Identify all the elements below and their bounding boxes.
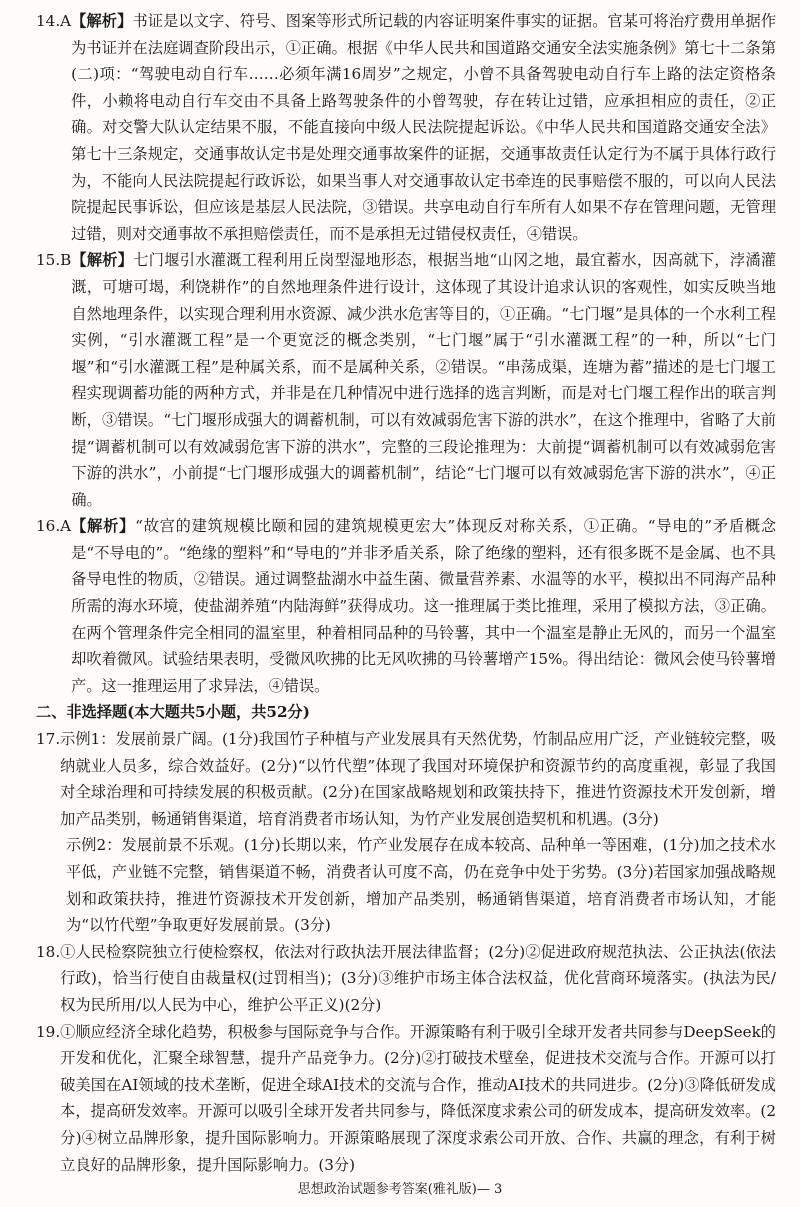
analysis-tag: 【解析】 xyxy=(71,517,136,536)
question-number: 18. xyxy=(36,942,61,961)
answer-15 xyxy=(36,247,776,513)
answer-text: ①人民检察院独立行使检察权，依法对行政执法开展法律监督；(2分)②促进政府规范执法、公正执法(依法行政)，恰当行使自由裁量权(过罚相当)；(3分)③维护市场主体合法权益，优化营商环境落实。(执法为民/权为民所用/以人民为中心，维护公平正义)(2分) xyxy=(60,942,776,1014)
answer-14 xyxy=(36,8,776,247)
answer-19 xyxy=(36,1019,776,1179)
page-footer: 思想政治试题参考答案(雅礼版)— 3 xyxy=(297,1182,503,1197)
answer-text: 七门堰引水灌溉工程利用丘岗型湿地形态，根据当地“山冈之地，最宜蓄水，因高就下，浡潏灌溉，可塘可堨，利饶耕作”的自然地理条件进行设计，这体现了其设计追求认识的客观性，如实反映当地自然地理条件，以实现合理利用水资源、减少洪水危害等目的，①正确。“七门堰”是具体的一个水利工程实例，“引水灌溉工程”是一个更宽泛的概念类别，“七门堰”属于“引水灌溉工程”的一种，所以“七门堰”和“引水灌溉工程”是种属关系，而不是属种关系，②错误。“串荡成渠，连塘为蓄”描述的是七门堰工程实现调蓄功能的两种方式，并非是在几种情况中进行选择的选言判断，而是对七门堰工程作出的联言判断，③错误。“七门堰形成强大的调蓄机制，可以有效减弱危害下游的洪水”，在这个推理中，省略了大前提“调蓄机制可以有效减弱危害下游的洪水”，完整的三段论推理为：大前提“调蓄机制可以有效减弱危害下游的洪水”，小前提“七门堰形成强大的调蓄机制”，结论“七门堰可以有效减弱危害下游的洪水”，④正确。 xyxy=(71,251,777,509)
analysis-tag: 【解析】 xyxy=(71,12,133,30)
answer-18 xyxy=(36,939,776,1019)
answer-text: ①顺应经济全球化趋势，积极参与国际竞争与合作。开源策略有利于吸引全球开发者共同参与DeepSeek的开发和优化，汇聚全球智慧，提升产品竞争力。(2分)②打破技术壁垒，促进技术交流与合作。开源可以打破美国在AI领域的技术垄断，促进全球AI技术的交流与合作，推动AI技术的共同进步。(2分)③降低研发成本，提高研发效率。开源可以吸引全球开发者共同参与，降低深度求索公司的研发成本，提高研发效率。(2分)④树立品牌形象，提升国际影响力。开源策略展现了深度求索公司开放、合作、共赢的理念，有利于树立良好的品牌形象，提升国际影响力。(3分) xyxy=(60,1022,776,1174)
answer-17 xyxy=(36,726,776,832)
example-1-text: 示例1：发展前景广阔。(1分)我国竹子种植与产业发展具有天然优势，竹制品应用广泛，产业链较完整，吸纳就业人员多，综合效益好。(2分)“以竹代塑”体现了我国对环境保护和资源节约的高度重视，彰显了我国对全球治理和可持续发展的积极贡献。(2分)在国家战略规划和政策扶持下，推进竹资源技术开发创新，增加产品类别，畅通销售渠道，培育消费者市场认知，为竹产业发展创造契机和机遇。(3分) xyxy=(60,730,776,828)
answer-16 xyxy=(36,513,776,699)
question-number: 19. xyxy=(36,1022,61,1041)
question-number: 16.A xyxy=(36,517,72,536)
example-2-text: 示例2：发展前景不乐观。(1分)长期以来，竹产业发展存在成本较高、品种单一等困难，(1分)加之技术水平低，产业链不完整，销售渠道不畅，消费者认可度不高，仍在竞争中处于劣势。(3分)若国家加强战略规划和政策扶持，推进竹资源技术开发创新，增加产品类别，畅通销售渠道，培育消费者市场认知，才能为“以竹代塑”争取更好发展前景。(3分) xyxy=(66,836,776,935)
question-number: 15.B xyxy=(36,251,72,270)
section-heading: 二、非选择题(本大题共5小题，共52分) xyxy=(36,703,310,722)
answer-text: “故宫的建筑规模比颐和园的建筑规模更宏大”体现反对称关系，①正确。“导电的”矛盾概念是“不导电的”。“绝缘的塑料”和“导电的”并非矛盾关系，除了绝缘的塑料，还有很多既不是金属、也不具备导电性的物质，②错误。通过调整盐湖水中益生菌、微量营养素、水温等的水平，模拟出不同海产品种所需的海水环境，使盐湖养殖“内陆海鲜”获得成功。这一推理属于类比推理，采用了模拟方法，③正确。在两个管理条件完全相同的温室里，种着相同品种的马铃薯，其中一个温室是静止无风的，而另一个温室却吹着微风。试验结果表明，受微风吹拂的比无风吹拂的马铃薯增产15%。得出结论：微风会使马铃薯增产。这一推理运用了求异法，④错误。 xyxy=(71,517,777,695)
question-number: 14.A xyxy=(36,12,72,30)
answer-text: 书证是以文字、符号、图案等形式所记载的内容证明案件事实的证据。官某可将治疗费用单据作为书证并在法庭调查阶段出示，①正确。根据《中华人民共和国道路交通安全法实施条例》第七十二条第(二)项：“驾驶电动自行车……必须年满16周岁”之规定，小曾不具备驾驶电动自行车上路的法定资格条件，小赖将电动自行车交由不具备上路驾驶条件的小曾驾驶，存在转让过错，应承担相应的责任，②正确。对交警大队认定结果不服，不能直接向中级人民法院提起诉讼。《中华人民共和国道路交通安全法》第七十三条规定，交通事故认定书是处理交通事故案件的证据，交通事故责任认定行为不属于具体行政行为，不能向人民法院提起行政诉讼，如果当事人对交通事故认定书牵连的民事赔偿不服的，可以向人民法院提起民事诉讼，但应该是基层人民法院，③错误。共享电动自行车所有人如果不存在管理问题，无管理过错，则对交通事故不承担赔偿责任，而不是承担无过错侵权责任，④错误。 xyxy=(71,12,777,243)
analysis-tag: 【解析】 xyxy=(71,251,134,270)
question-number: 17. xyxy=(36,730,61,749)
